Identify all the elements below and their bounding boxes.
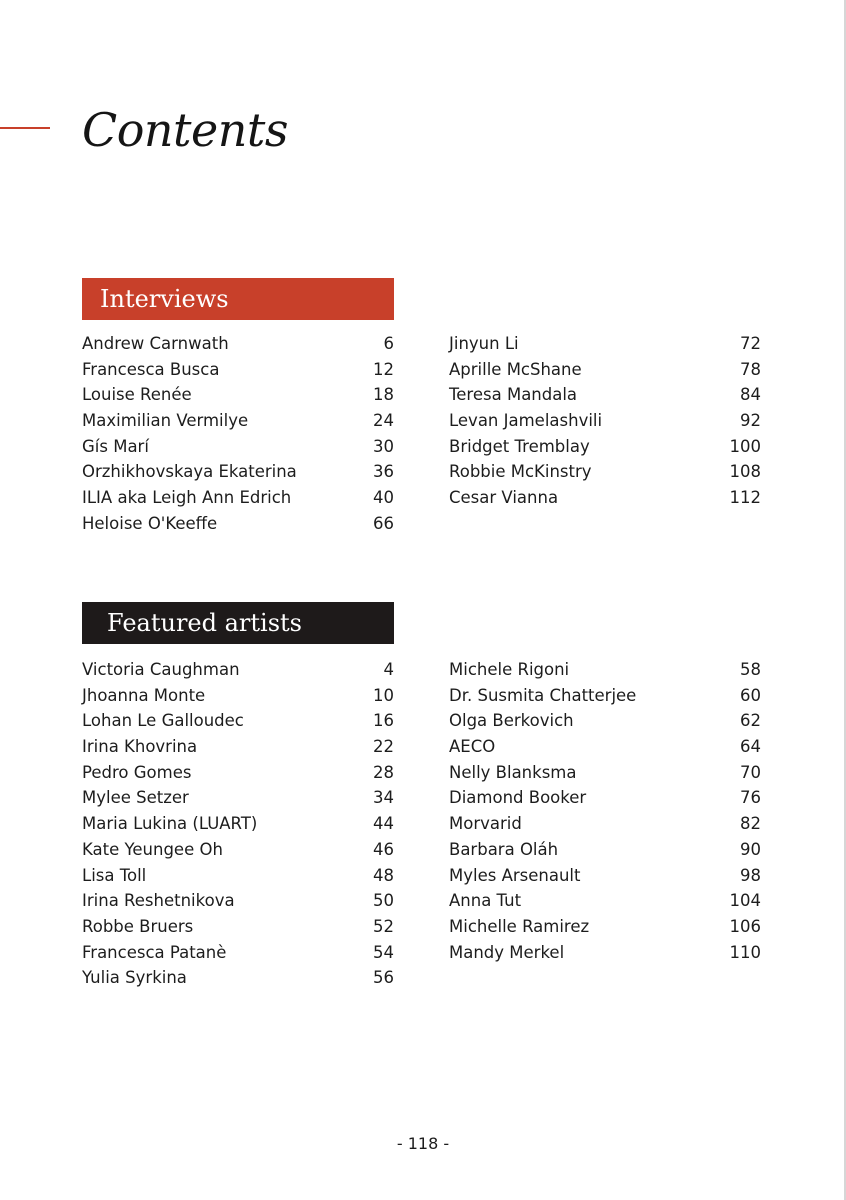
- interviews-list-left: [82, 331, 394, 537]
- entry-page-number: 108: [729, 462, 761, 482]
- entry-name: Mylee Setzer: [82, 788, 189, 808]
- entry-page-number: 64: [740, 737, 761, 757]
- entry-page-number: 84: [740, 385, 761, 405]
- entry-page-number: 10: [373, 685, 394, 705]
- entry-name: Teresa Mandala: [449, 385, 578, 405]
- featured-toc-entry[interactable]: [82, 760, 394, 786]
- interviews-toc-entry[interactable]: [449, 434, 761, 460]
- section-heading-featured-artists: Featured artists: [82, 602, 394, 644]
- interviews-toc-entry[interactable]: [449, 331, 761, 357]
- entry-name: Michelle Ramirez: [449, 916, 590, 936]
- entry-page-number: 100: [729, 436, 761, 456]
- featured-toc-entry[interactable]: [449, 940, 761, 966]
- entry-page-number: 4: [383, 660, 394, 679]
- entry-page-number: 62: [740, 711, 761, 731]
- entry-name: Anna Tut: [449, 891, 522, 911]
- entry-page-number: 12: [373, 359, 394, 379]
- interviews-toc-entry[interactable]: [82, 331, 394, 357]
- entry-page-number: 98: [740, 865, 761, 885]
- entry-page-number: 90: [740, 839, 761, 859]
- featured-toc-entry[interactable]: [449, 760, 761, 786]
- entry-name: Pedro Gomes: [82, 762, 192, 782]
- entry-name: Cesar Vianna: [449, 488, 559, 508]
- entry-page-number: 76: [740, 788, 761, 808]
- entry-page-number: 72: [740, 334, 761, 353]
- entry-name: Louise Renée: [82, 385, 192, 405]
- entry-name: Heloise O'Keeffe: [82, 513, 218, 533]
- interviews-toc-entry[interactable]: [82, 485, 394, 511]
- interviews-toc-entry[interactable]: [82, 459, 394, 485]
- entry-page-number: 52: [373, 916, 394, 936]
- interviews-toc-entry[interactable]: [449, 382, 761, 408]
- entry-name: Yulia Syrkina: [82, 968, 187, 988]
- entry-name: Irina Reshetnikova: [82, 891, 235, 911]
- entry-page-number: 110: [729, 942, 761, 962]
- interviews-toc-entry[interactable]: [82, 382, 394, 408]
- featured-toc-entry[interactable]: [449, 837, 761, 863]
- featured-toc-entry[interactable]: [449, 734, 761, 760]
- entry-page-number: 16: [373, 711, 394, 731]
- entry-name: Myles Arsenault: [449, 865, 581, 885]
- featured-toc-entry[interactable]: [449, 914, 761, 940]
- entry-page-number: 82: [740, 814, 761, 834]
- interviews-toc-entry[interactable]: [82, 408, 394, 434]
- entry-page-number: 36: [373, 462, 394, 482]
- entry-name: Kate Yeungee Oh: [82, 839, 223, 859]
- interviews-toc-entry[interactable]: [82, 434, 394, 460]
- featured-toc-entry[interactable]: [82, 734, 394, 760]
- interviews-list-right: [449, 331, 761, 511]
- entry-page-number: 58: [740, 660, 761, 679]
- featured-toc-entry[interactable]: [82, 965, 394, 991]
- section-heading-interviews: Interviews: [82, 278, 394, 320]
- entry-page-number: 48: [373, 865, 394, 885]
- entry-name: Francesca Patanè: [82, 942, 227, 962]
- entry-name: Orzhikhovskaya Ekaterina: [82, 462, 297, 482]
- featured-toc-entry[interactable]: [449, 888, 761, 914]
- entry-page-number: 22: [373, 737, 394, 757]
- entry-name: AECO: [449, 737, 496, 757]
- entry-page-number: 60: [740, 685, 761, 705]
- entry-page-number: 66: [373, 513, 394, 533]
- interviews-toc-entry[interactable]: [449, 408, 761, 434]
- page-title: Contents: [82, 103, 288, 157]
- entry-name: Michele Rigoni: [449, 660, 570, 679]
- entry-name: Maria Lukina (LUART): [82, 814, 258, 834]
- entry-page-number: 18: [373, 385, 394, 405]
- entry-name: Diamond Booker: [449, 788, 587, 808]
- entry-name: Dr. Susmita Chatterjee: [449, 685, 637, 705]
- entry-page-number: 46: [373, 839, 394, 859]
- entry-name: Mandy Merkel: [449, 942, 565, 962]
- entry-page-number: 50: [373, 891, 394, 911]
- entry-name: Francesca Busca: [82, 359, 220, 379]
- interviews-toc-entry[interactable]: [449, 459, 761, 485]
- entry-name: ILIA aka Leigh Ann Edrich: [82, 488, 292, 508]
- featured-toc-entry[interactable]: [449, 811, 761, 837]
- entry-name: Gís Marí: [82, 436, 149, 456]
- entry-name: Barbara Oláh: [449, 839, 559, 859]
- entry-page-number: 30: [373, 436, 394, 456]
- entry-name: Lohan Le Galloudec: [82, 711, 244, 731]
- entry-page-number: 70: [740, 762, 761, 782]
- entry-name: Levan Jamelashvili: [449, 411, 603, 431]
- entry-name: Jinyun Li: [449, 334, 519, 353]
- entry-name: Jhoanna Monte: [82, 685, 206, 705]
- entry-page-number: 24: [373, 411, 394, 431]
- interviews-toc-entry[interactable]: [82, 511, 394, 537]
- featured-toc-entry[interactable]: [449, 708, 761, 734]
- entry-name: Morvarid: [449, 814, 522, 834]
- interviews-toc-entry[interactable]: [449, 485, 761, 511]
- interviews-toc-entry[interactable]: [449, 357, 761, 383]
- entry-name: Irina Khovrina: [82, 737, 198, 757]
- featured-toc-entry[interactable]: [449, 863, 761, 889]
- interviews-toc-entry[interactable]: [82, 357, 394, 383]
- entry-page-number: 78: [740, 359, 761, 379]
- featured-toc-entry[interactable]: [82, 863, 394, 889]
- entry-name: Robbe Bruers: [82, 916, 194, 936]
- entry-name: Olga Berkovich: [449, 711, 574, 731]
- entry-page-number: 104: [729, 891, 761, 911]
- entry-name: Andrew Carnwath: [82, 334, 229, 353]
- featured-toc-entry[interactable]: [82, 837, 394, 863]
- entry-name: Nelly Blanksma: [449, 762, 577, 782]
- featured-toc-entry[interactable]: [82, 785, 394, 811]
- featured-artists-list-right: [449, 657, 761, 965]
- page-number: - 118 -: [396, 1134, 450, 1153]
- entry-page-number: 92: [740, 411, 761, 431]
- featured-toc-entry[interactable]: [82, 657, 394, 683]
- featured-toc-entry[interactable]: [82, 940, 394, 966]
- featured-toc-entry[interactable]: [82, 888, 394, 914]
- featured-toc-entry[interactable]: [82, 683, 394, 709]
- entry-name: Lisa Toll: [82, 865, 147, 885]
- featured-toc-entry[interactable]: [449, 683, 761, 709]
- entry-name: Maximilian Vermilye: [82, 411, 249, 431]
- featured-toc-entry[interactable]: [82, 708, 394, 734]
- entry-page-number: 56: [373, 968, 394, 988]
- entry-page-number: 28: [373, 762, 394, 782]
- entry-name: Bridget Tremblay: [449, 436, 590, 456]
- entry-page-number: 40: [373, 488, 394, 508]
- entry-name: Robbie McKinstry: [449, 462, 592, 482]
- entry-name: Victoria Caughman: [82, 660, 240, 679]
- entry-page-number: 6: [383, 334, 394, 353]
- featured-toc-entry[interactable]: [449, 657, 761, 683]
- featured-artists-list-left: [82, 657, 394, 991]
- entry-page-number: 106: [729, 916, 761, 936]
- title-accent-rule: [0, 127, 50, 129]
- entry-page-number: 44: [373, 814, 394, 834]
- entry-page-number: 112: [729, 488, 761, 508]
- entry-page-number: 54: [373, 942, 394, 962]
- entry-page-number: 34: [373, 788, 394, 808]
- featured-toc-entry[interactable]: [449, 785, 761, 811]
- featured-toc-entry[interactable]: [82, 811, 394, 837]
- entry-name: Aprille McShane: [449, 359, 582, 379]
- featured-toc-entry[interactable]: [82, 914, 394, 940]
